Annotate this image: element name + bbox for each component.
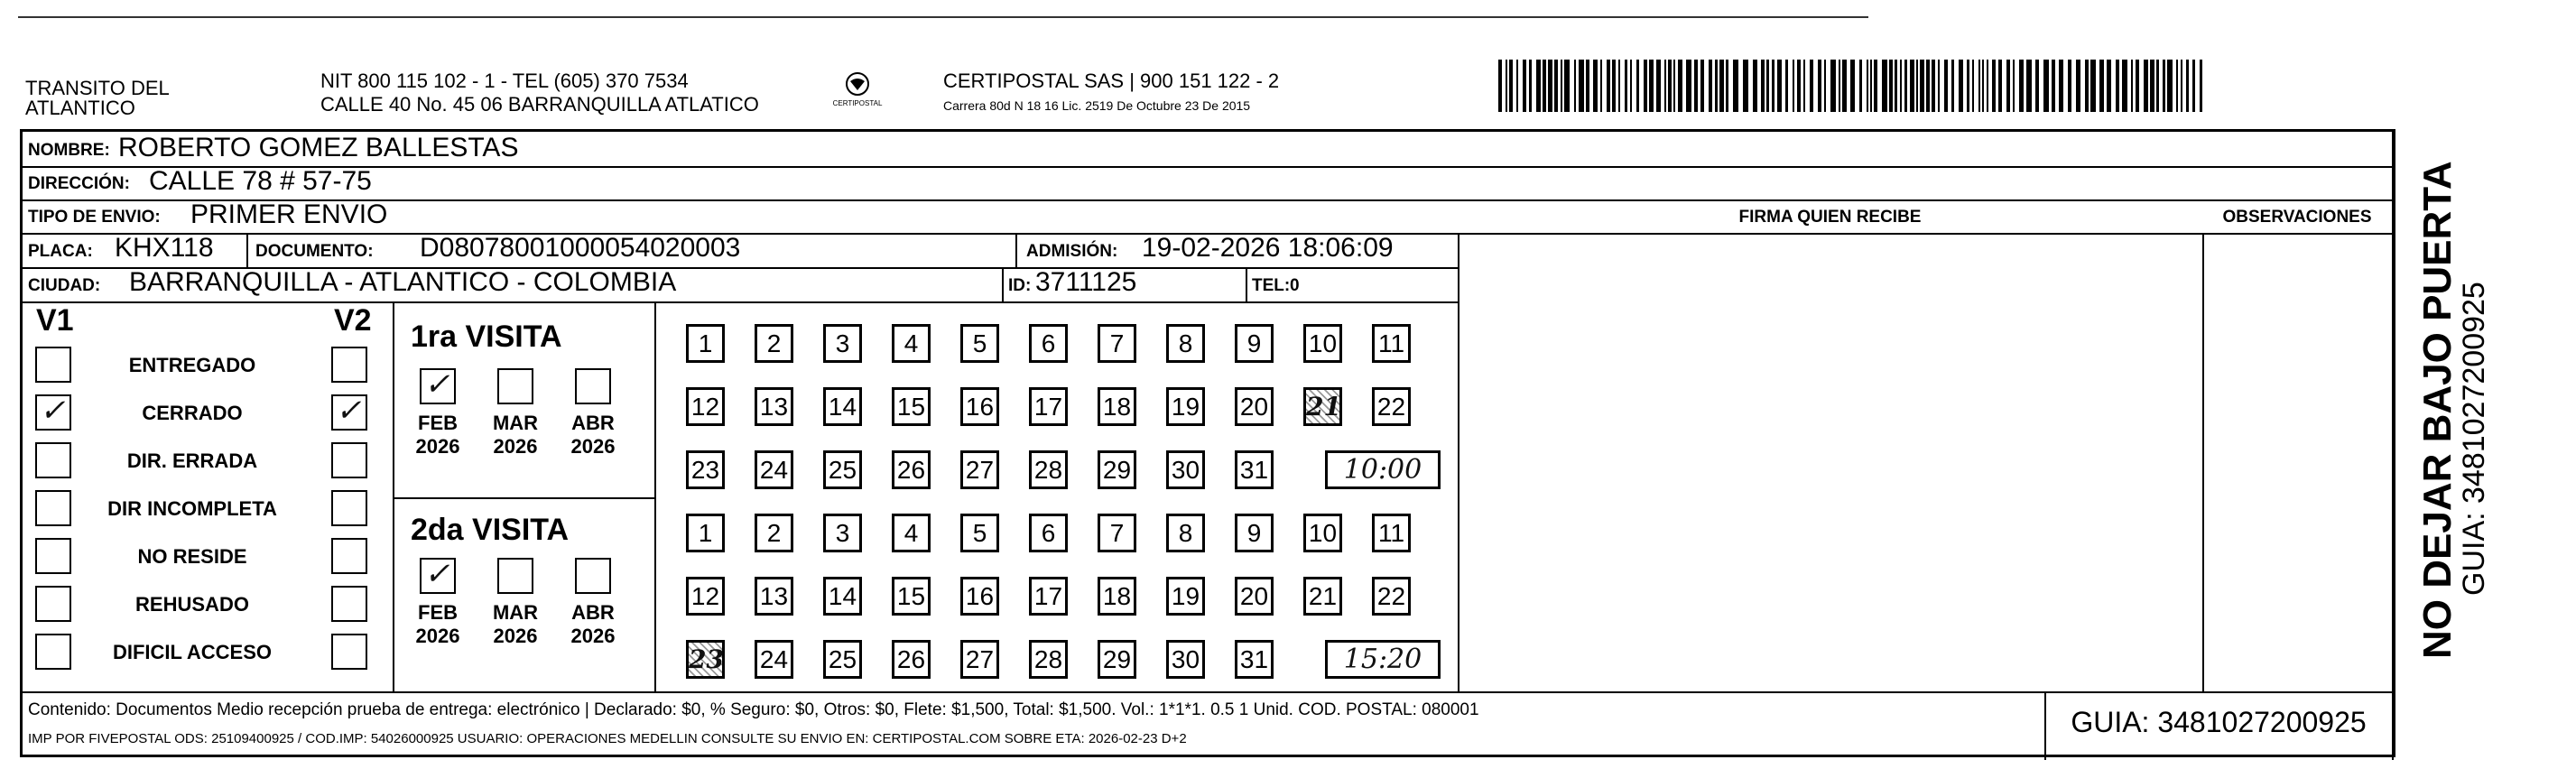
side-warning: NO DEJAR BAJO PUERTA — [2415, 161, 2460, 659]
barcode-bar — [1509, 60, 1513, 112]
barcode-bar — [2156, 60, 2159, 112]
calendar-day[interactable]: 20 — [1235, 577, 1274, 616]
barcode-bar — [2163, 60, 2165, 112]
barcode-bar — [1777, 60, 1782, 112]
barcode-bar — [1715, 60, 1718, 112]
month-year: 2026 — [493, 435, 538, 458]
barcode-bar — [1842, 60, 1847, 112]
shipping-form — [20, 129, 2395, 757]
calendar-day[interactable]: 28 — [1029, 450, 1068, 489]
side-guia: GUIA: 3481027200925 — [2457, 282, 2491, 596]
barcode-bar — [1982, 60, 1984, 112]
barcode-bar — [2200, 60, 2202, 112]
barcode-bar — [1900, 60, 1902, 112]
barcode-bar — [1938, 60, 1940, 112]
recipient-tel: 0 — [1290, 276, 1300, 295]
calendar-day[interactable]: 17 — [1029, 577, 1068, 616]
sender-name-line1: TRANSITO DEL — [25, 77, 170, 99]
barcode-bar — [2026, 60, 2032, 112]
recipient-address: CALLE 78 # 57-75 — [149, 166, 372, 196]
calendar-day[interactable]: 10 — [1303, 514, 1342, 552]
barcode-bar — [1818, 60, 1821, 112]
calendar-day[interactable]: 9 — [1235, 324, 1274, 363]
month-year: 2026 — [493, 625, 538, 647]
v2-checkbox[interactable] — [331, 442, 367, 478]
barcode-bar — [1586, 60, 1589, 112]
barcode-bar — [1772, 60, 1774, 112]
barcode-bar — [1719, 60, 1724, 112]
barcode-bar — [1824, 60, 1826, 112]
barcode — [1498, 60, 2202, 112]
barcode-bar — [1944, 60, 1948, 112]
document-number: D08078001000054020003 — [420, 233, 741, 263]
calendar-day[interactable]: 12 — [686, 387, 725, 426]
barcode-bar — [2107, 60, 2111, 112]
barcode-bar — [2122, 60, 2127, 112]
barcode-bar — [1644, 60, 1647, 112]
barcode-bar — [1753, 60, 1757, 112]
calendar-day[interactable]: 3 — [823, 324, 862, 363]
admission-datetime: 19-02-2026 18:06:09 — [1142, 233, 1394, 263]
calendar-day[interactable]: 1 — [686, 324, 725, 363]
courier-logo: CERTIPOSTAL — [826, 70, 889, 114]
calendar-day[interactable]: 25 — [823, 450, 862, 489]
v1-checkbox[interactable] — [35, 442, 71, 478]
calendar-day[interactable]: 5 — [960, 514, 999, 552]
calendar-day[interactable]: 21 — [1303, 387, 1342, 426]
barcode-bar — [2116, 60, 2119, 112]
plate-label: PLACA: — [28, 242, 93, 261]
calendar-day[interactable]: 19 — [1166, 387, 1205, 426]
barcode-bar — [1870, 60, 1872, 112]
calendar-day[interactable]: 11 — [1372, 324, 1411, 363]
month-name: FEB — [418, 412, 458, 434]
calendar-day[interactable]: 24 — [755, 450, 793, 489]
barcode-bar — [2181, 60, 2182, 112]
barcode-bar — [2013, 60, 2015, 112]
barcode-bar — [1797, 60, 1801, 112]
barcode-bar — [1630, 60, 1632, 112]
calendar-day[interactable]: 6 — [1029, 324, 1068, 363]
month-name: MAR — [492, 601, 539, 624]
barcode-bar — [1761, 60, 1765, 112]
barcode-bar — [2052, 60, 2055, 112]
barcode-bar — [1785, 60, 1788, 112]
calendar-day[interactable]: 21 — [1303, 577, 1342, 616]
barcode-bar — [1867, 60, 1868, 112]
month-year: 2026 — [570, 625, 616, 647]
calendar-day[interactable]: 20 — [1235, 387, 1274, 426]
calendar-day[interactable]: 15 — [892, 387, 931, 426]
barcode-bar — [1694, 60, 1698, 112]
v1-checkbox[interactable] — [35, 538, 71, 574]
calendar-day[interactable]: 13 — [755, 577, 793, 616]
calendar-day[interactable]: 14 — [823, 387, 862, 426]
document-label: DOCUMENTO: — [255, 242, 374, 261]
calendar-day[interactable]: 6 — [1029, 514, 1068, 552]
v2-header: V2 — [334, 303, 372, 338]
calendar-day[interactable]: 14 — [823, 577, 862, 616]
calendar-day[interactable]: 31 — [1235, 640, 1274, 679]
barcode-bar — [1668, 60, 1672, 112]
month-year: 2026 — [570, 435, 616, 458]
calendar-day[interactable]: 1 — [686, 514, 725, 552]
tel-label: TEL: — [1252, 276, 1291, 295]
v2-checkbox[interactable] — [331, 634, 367, 670]
shipment-type: PRIMER ENVIO — [190, 199, 388, 229]
month-name: MAR — [492, 412, 539, 434]
barcode-bar — [1904, 60, 1907, 112]
barcode-bar — [1882, 60, 1887, 112]
barcode-bar — [1618, 60, 1620, 112]
barcode-bar — [2167, 60, 2173, 112]
month-name: ABR — [571, 601, 615, 624]
v1-checkbox[interactable] — [35, 490, 71, 526]
calendar-day[interactable]: 16 — [960, 387, 999, 426]
calendar-day[interactable]: 7 — [1098, 514, 1136, 552]
barcode-bar — [1932, 60, 1935, 112]
v1-checkbox[interactable] — [35, 634, 71, 670]
calendar-day[interactable]: 29 — [1098, 640, 1136, 679]
barcode-bar — [1579, 60, 1584, 112]
calendar-day[interactable]: 8 — [1166, 514, 1205, 552]
barcode-bar — [2076, 60, 2080, 112]
footer-imp-line: IMP POR FIVEPOSTAL ODS: 25109400925 / COD.IMP: 54026000925 USUARIO: OPERACIONES MEDELLIN CONSULTE SU ENVIO EN: CERTIPOSTAL.COM SOBRE ETA: 2026-02-23 D+2 — [28, 731, 1187, 746]
v2-checkbox[interactable] — [331, 538, 367, 574]
v1-header: V1 — [36, 303, 74, 338]
calendar-day[interactable]: 31 — [1235, 450, 1274, 489]
barcode-bar — [1516, 60, 1518, 112]
barcode-bar — [2131, 60, 2133, 112]
calendar-day[interactable]: 26 — [892, 640, 931, 679]
status-label: DIR INCOMPLETA — [107, 497, 277, 520]
month-year: 2026 — [415, 625, 460, 647]
barcode-bar — [1803, 60, 1805, 112]
barcode-bar — [1992, 60, 1996, 112]
barcode-bar — [1607, 60, 1610, 112]
name-label: NOMBRE: — [28, 141, 110, 160]
calendar-day[interactable]: 30 — [1166, 450, 1205, 489]
barcode-bar — [2085, 60, 2089, 112]
barcode-bar — [1656, 60, 1661, 112]
calendar-day[interactable]: 25 — [823, 640, 862, 679]
calendar-day[interactable]: 28 — [1029, 640, 1068, 679]
calendar-day[interactable]: 19 — [1166, 577, 1205, 616]
first-visit-time: 10:00 — [1325, 450, 1441, 489]
status-label: DIFICIL ACCESO — [112, 641, 272, 663]
calendar-day[interactable]: 18 — [1098, 577, 1136, 616]
calendar-day[interactable]: 7 — [1098, 324, 1136, 363]
plate-number: KHX118 — [115, 233, 214, 263]
barcode-bar — [2006, 60, 2010, 112]
barcode-bar — [2035, 60, 2039, 112]
barcode-bar — [2043, 60, 2049, 112]
calendar-day[interactable]: 23 — [686, 450, 725, 489]
barcode-bar — [1793, 60, 1794, 112]
sender-address: CALLE 40 No. 45 06 BARRANQUILLA ATLATICO — [320, 93, 759, 116]
calendar-day[interactable]: 27 — [960, 640, 999, 679]
calendar-day[interactable]: 10 — [1303, 324, 1342, 363]
month-checkbox[interactable] — [497, 558, 533, 594]
type-label: TIPO DE ENVIO: — [28, 208, 161, 227]
barcode-bar — [1859, 60, 1862, 112]
barcode-bar — [1895, 60, 1897, 112]
barcode-bar — [1543, 60, 1546, 112]
barcode-bar — [1600, 60, 1602, 112]
barcode-bar — [2192, 60, 2195, 112]
v1-checkbox[interactable] — [35, 586, 71, 622]
barcode-bar — [1830, 60, 1836, 112]
month-checkbox[interactable] — [575, 558, 611, 594]
barcode-bar — [2099, 60, 2104, 112]
calendar-day[interactable]: 15 — [892, 577, 931, 616]
barcode-bar — [1548, 60, 1552, 112]
month-year: 2026 — [415, 435, 460, 458]
recipient-id: 3711125 — [1035, 267, 1137, 297]
barcode-bar — [2150, 60, 2154, 112]
v2-checkbox[interactable] — [331, 347, 367, 383]
calendar-day[interactable]: 29 — [1098, 450, 1136, 489]
barcode-bar — [1564, 60, 1570, 112]
barcode-bar — [1926, 60, 1930, 112]
barcode-bar — [2090, 60, 2096, 112]
calendar-day[interactable]: 4 — [892, 514, 931, 552]
calendar-day[interactable]: 2 — [755, 324, 793, 363]
v2-checkbox[interactable] — [331, 586, 367, 622]
calendar-day[interactable]: 16 — [960, 577, 999, 616]
signature-header: FIRMA QUIEN RECIBE — [1738, 208, 1922, 227]
barcode-bar — [1972, 60, 1974, 112]
barcode-bar — [1554, 60, 1558, 112]
scan-top-edge — [18, 16, 1868, 18]
barcode-bar — [2136, 60, 2139, 112]
barcode-bar — [1636, 60, 1639, 112]
calendar-day[interactable]: 22 — [1372, 577, 1411, 616]
footer-guia: GUIA: 3481027200925 — [2071, 706, 2367, 738]
calendar-day[interactable]: 8 — [1166, 324, 1205, 363]
month-checkbox[interactable]: ✓ — [420, 368, 456, 404]
calendar-day[interactable]: 5 — [960, 324, 999, 363]
calendar-day[interactable]: 26 — [892, 450, 931, 489]
second-visit-header: 2da VISITA — [411, 513, 570, 547]
barcode-bar — [2059, 60, 2063, 112]
barcode-bar — [1536, 60, 1541, 112]
barcode-bar — [1664, 60, 1666, 112]
calendar-day[interactable]: 27 — [960, 450, 999, 489]
courier-address: Carrera 80d N 18 16 Lic. 2519 De Octubre 23 De 2015 — [943, 98, 1251, 113]
barcode-bar — [1889, 60, 1893, 112]
barcode-bar — [1850, 60, 1855, 112]
barcode-bar — [1649, 60, 1654, 112]
v1-checkbox[interactable]: ✓ — [35, 394, 71, 431]
city-label: CIUDAD: — [28, 276, 101, 295]
calendar-day[interactable]: 9 — [1235, 514, 1274, 552]
admission-label: ADMISIÓN: — [1026, 242, 1118, 261]
barcode-bar — [1967, 60, 1969, 112]
barcode-bar — [1916, 60, 1918, 112]
barcode-bar — [2144, 60, 2148, 112]
status-label: NO RESIDE — [137, 545, 247, 568]
address-label: DIRECCIÓN: — [28, 174, 130, 193]
sender-nit: NIT 800 115 102 - 1 - TEL (605) 370 7534 — [320, 69, 689, 92]
barcode-bar — [1839, 60, 1840, 112]
barcode-bar — [1959, 60, 1963, 112]
month-checkbox[interactable] — [497, 368, 533, 404]
barcode-bar — [1709, 60, 1712, 112]
calendar-day[interactable]: 17 — [1029, 387, 1068, 426]
month-checkbox[interactable] — [575, 368, 611, 404]
barcode-bar — [1625, 60, 1627, 112]
barcode-bar — [1951, 60, 1954, 112]
barcode-bar — [1987, 60, 1988, 112]
calendar-day[interactable]: 22 — [1372, 387, 1411, 426]
barcode-bar — [1529, 60, 1532, 112]
barcode-bar — [1686, 60, 1691, 112]
barcode-bar — [1612, 60, 1616, 112]
sender-name-line2: ATLANTICO — [25, 97, 135, 119]
calendar-day[interactable]: 3 — [823, 514, 862, 552]
status-label: CERRADO — [142, 402, 243, 424]
footer-contents: Contenido: Documentos Medio recepción prueba de entrega: electrónico | Declarado: $0, % Seguro: $0, Otros: $0, Flete: $1,500, Total: $1,500. Vol.: 1*1*1. 0.5 1 Unid. COD. POSTAL: 080001 — [28, 700, 1479, 719]
barcode-bar — [1910, 60, 1914, 112]
barcode-bar — [1978, 60, 1980, 112]
barcode-bar — [1743, 60, 1748, 112]
barcode-bar — [1498, 60, 1502, 112]
calendar-day[interactable]: 30 — [1166, 640, 1205, 679]
second-visit-time: 15:20 — [1325, 640, 1441, 679]
barcode-bar — [1523, 60, 1526, 112]
month-checkbox[interactable]: ✓ — [420, 558, 456, 594]
barcode-bar — [1673, 60, 1675, 112]
v2-checkbox[interactable] — [331, 490, 367, 526]
barcode-bar — [1561, 60, 1562, 112]
calendar-day[interactable]: 18 — [1098, 387, 1136, 426]
calendar-day[interactable]: 24 — [755, 640, 793, 679]
barcode-bar — [1506, 60, 1507, 112]
calendar-day[interactable]: 12 — [686, 577, 725, 616]
id-label: ID: — [1008, 276, 1032, 295]
barcode-bar — [1920, 60, 1924, 112]
barcode-bar — [1733, 60, 1738, 112]
status-label: DIR. ERRADA — [126, 449, 258, 472]
barcode-bar — [1678, 60, 1682, 112]
calendar-day[interactable]: 23 — [686, 640, 725, 679]
courier-name: CERTIPOSTAL SAS | 900 151 122 - 2 — [943, 69, 1280, 92]
barcode-bar — [1726, 60, 1728, 112]
calendar-day[interactable]: 4 — [892, 324, 931, 363]
v2-checkbox[interactable]: ✓ — [331, 394, 367, 431]
month-name: ABR — [571, 412, 615, 434]
barcode-bar — [1700, 60, 1704, 112]
barcode-bar — [1766, 60, 1769, 112]
calendar-day[interactable]: 2 — [755, 514, 793, 552]
barcode-bar — [1874, 60, 1877, 112]
observations-header: OBSERVACIONES — [2222, 208, 2372, 227]
recipient-name: ROBERTO GOMEZ BALLESTAS — [118, 133, 519, 162]
recipient-city: BARRANQUILLA - ATLANTICO - COLOMBIA — [129, 267, 677, 297]
barcode-bar — [1810, 60, 1813, 112]
status-label: ENTREGADO — [128, 354, 256, 376]
calendar-day[interactable]: 13 — [755, 387, 793, 426]
barcode-bar — [2068, 60, 2071, 112]
barcode-bar — [2019, 60, 2024, 112]
month-name: FEB — [418, 601, 458, 624]
barcode-bar — [1998, 60, 2002, 112]
barcode-bar — [2186, 60, 2189, 112]
v1-checkbox[interactable] — [35, 347, 71, 383]
first-visit-header: 1ra VISITA — [411, 320, 562, 354]
barcode-bar — [1593, 60, 1598, 112]
barcode-bar — [1574, 60, 1576, 112]
calendar-day[interactable]: 11 — [1372, 514, 1411, 552]
status-label: REHUSADO — [135, 593, 249, 616]
barcode-bar — [2176, 60, 2178, 112]
